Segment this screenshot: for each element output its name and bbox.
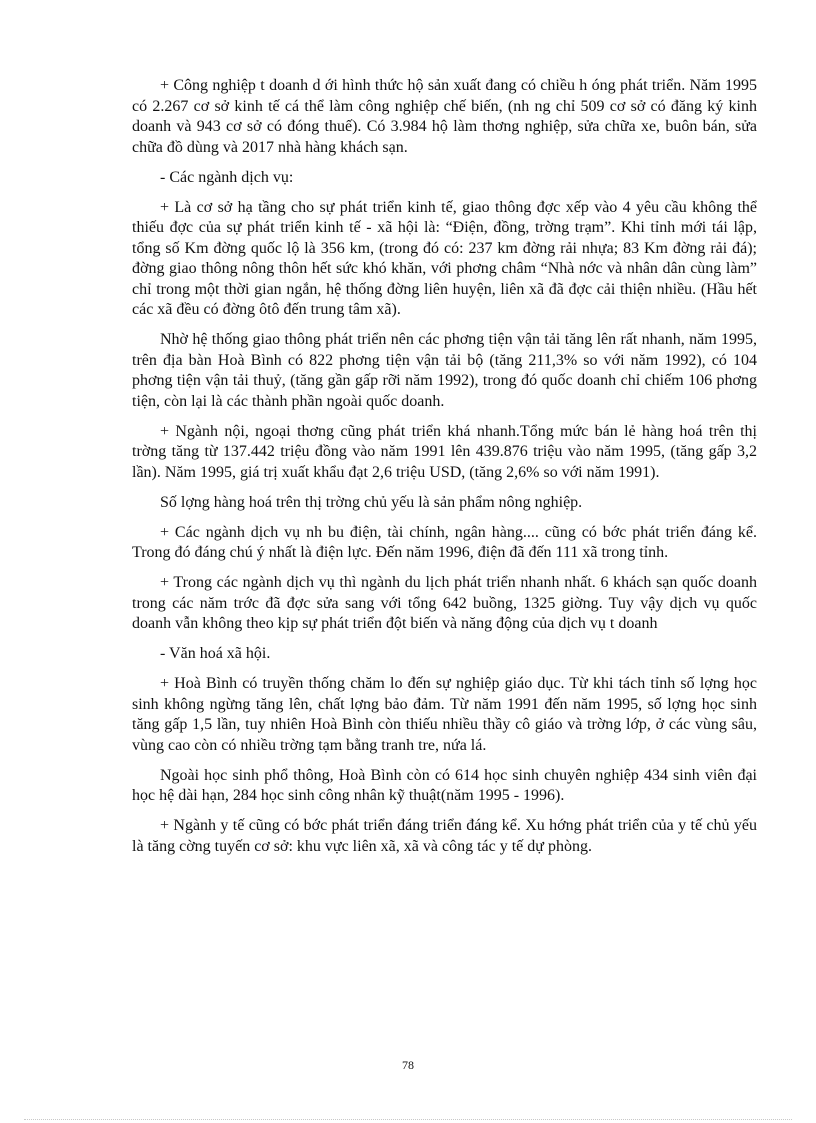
paragraph-goods: Số lợng hàng hoá trên thị trờng chủ yếu là sản phẩm nông nghiệp. — [160, 493, 583, 511]
heading-culture-society: - Văn hoá xã hội. — [160, 645, 271, 662]
paragraph-infrastructure: + Là cơ sở hạ tầng cho sự phát triển kinh tế, giao thông đợc xếp vào 4 yêu cầu không thể thiếu đợc của sự phát triển kinh tế - xã hội là: “Điện, đồng, trờng trạm”. Khi tỉnh mới tái lập, tổng số Km đờng quốc lộ là 356 km, (trong đó có: 237 km đờng rải nhựa; 83 Km đờng rải đá); đờng giao thông nông thôn hết sức khó khăn, với phơng châm “Nhà nớc và nhân dân cùng làm” chỉ trong một thời gian ngắn, hệ thống đờng liên huyện, liên xã đã đợc cải thiện nhiều. (Hầu hết các xã đều có đờng ôtô đến trung tâm xã). — [132, 198, 757, 318]
page-bottom-divider — [24, 1119, 792, 1120]
paragraph-trade: + Ngành nội, ngoại thơng cũng phát triển khá nhanh.Tổng mức bán lẻ hàng hoá trên thị trờng tăng từ 137.442 triệu đồng vào năm 1991 lên 439.876 triệu vào năm 1995, (tăng gấp 3,2 lần). Năm 1995, giá trị xuất khẩu đạt 2,6 triệu USD, (tăng 2,6% so với năm 1991). — [132, 422, 757, 481]
paragraph-students: Ngoài học sinh phổ thông, Hoà Bình còn có 614 học sinh chuyên nghiệp 434 sinh viên đại học hệ dài hạn, 284 học sinh công nhân kỹ thuật(năm 1995 - 1996). — [132, 766, 757, 804]
heading-services: - Các ngành dịch vụ: — [160, 168, 294, 186]
paragraph-service-sectors: + Các ngành dịch vụ nh bu điện, tài chính, ngân hàng.... cũng có bớc phát triển đáng kể. Trong đó đáng chú ý nhất là điện lực. Đến năm 1996, điện đã đến 111 xã trong tỉnh. — [132, 523, 757, 561]
document-body — [132, 76, 757, 867]
paragraph-education: + Hoà Bình có truyền thống chăm lo đến sự nghiệp giáo dục. Từ khi tách tỉnh số lợng học sinh không ngừng tăng lên, chất lợng bảo đảm. Từ năm 1991 đến năm 1995, số lợng học sinh tăng gấp 1,5 lần, tuy nhiên Hoà Bình còn thiếu nhiều thầy cô giáo và trờng lớp, ở các vùng sâu, vùng cao còn có nhiều trờng tạm bằng tranh tre, nứa lá. — [132, 675, 757, 754]
paragraph-health: + Ngành y tế cũng có bớc phát triển đáng triển đáng kể. Xu hớng phát triển của y tế chủ yếu là tăng cờng tuyến cơ sở: khu vực liên xã, xã và công tác y tế dự phòng. — [132, 817, 757, 855]
page-number: 78 — [402, 1058, 414, 1072]
paragraph-tourism: + Trong các ngành dịch vụ thì ngành du lịch phát triển nhanh nhất. 6 khách sạn quốc doanh trong các năm trớc đã đợc sửa sang với tổng 642 buồng, 1325 giờng. Tuy vậy dịch vụ quốc doanh vẫn không theo kịp sự phát triển đột biến và năng động của dịch vụ t doanh — [132, 574, 757, 632]
paragraph-transport: Nhờ hệ thống giao thông phát triển nên các phơng tiện vận tải tăng lên rất nhanh, năm 1995, trên địa bàn Hoà Bình có 822 phơng tiện vận tải bộ (tăng 211,3% so với năm 1992), có 104 phơng tiện vận tải thuỷ, (tăng gần gấp rỡi năm 1992), trong đó quốc doanh chỉ chiếm 106 phơng tiện, còn lại là các thành phần ngoài quốc doanh. — [132, 331, 757, 410]
paragraph-industry: + Công nghiệp t doanh d ới hình thức hộ sản xuất đang có chiều h óng phát triển. Năm 1995 có 2.267 cơ sở kinh tế cá thể làm công nghiệp chế biến, (nh ng chỉ 509 cơ sở có đăng ký kinh doanh và 943 cơ sở có đóng thuế). Có 3.984 hộ làm thơng nghiệp, sửa chữa xe, buôn bán, sửa chữa đồ dùng và 2017 nhà hàng khách sạn. — [132, 77, 757, 156]
